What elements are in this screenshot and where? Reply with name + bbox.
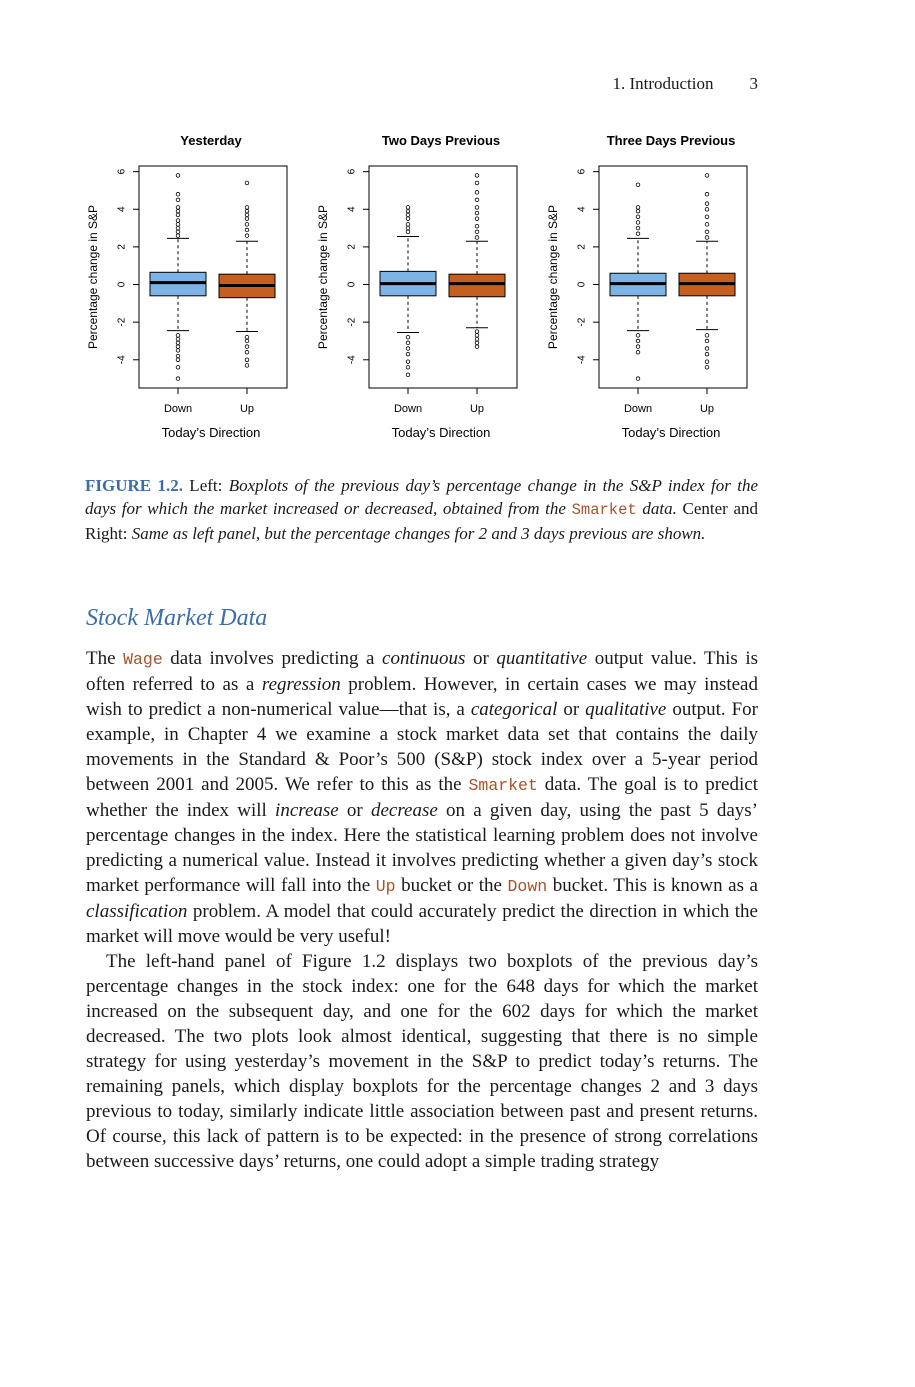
outlier-point xyxy=(406,213,410,217)
paragraph: The left-hand panel of Figure 1.2 displays two boxplots of the previous day’s percentage changes in the stock index: one for the 648 days for which the market increased on the subsequent day, and one for the 602 days for which the market decreased. The two plots look almost identical, suggesting that there is no simple strategy for using yesterday’s movement in the S&P to predict today’s returns. The remaining panels, which display boxplots for the percentage changes 2 and 3 days previous to today, similarly indicate little association between past and present returns. Of course, this lack of pattern is to be expected: in the presence of strong correlations between successive days’ returns, one could adopt a simple trading strategy xyxy=(86,951,758,1172)
outlier-point xyxy=(475,211,479,215)
box-up xyxy=(449,274,505,297)
outlier-point xyxy=(636,206,640,210)
outlier-point xyxy=(636,226,640,230)
outlier-point xyxy=(176,226,180,230)
outlier-point xyxy=(705,223,709,227)
outlier-point xyxy=(406,373,410,377)
section-title: Stock Market Data xyxy=(86,605,268,631)
outlier-point xyxy=(705,174,709,178)
x-tick-label: Down xyxy=(393,403,423,415)
figure-1-2 xyxy=(82,126,772,456)
outlier-point xyxy=(176,354,180,358)
outlier-point xyxy=(176,198,180,202)
outlier-point xyxy=(245,358,249,362)
outlier-point xyxy=(176,230,180,234)
panel-title: Two Days Previous xyxy=(381,133,501,148)
outlier-point xyxy=(176,341,180,345)
outlier-point xyxy=(245,206,249,210)
y-tick-label: -4 xyxy=(576,355,588,365)
outlier-point xyxy=(176,377,180,381)
y-tick-label: -4 xyxy=(346,355,358,365)
code-wage: Wage xyxy=(123,650,163,669)
outlier-point xyxy=(176,349,180,353)
outlier-point xyxy=(705,236,709,240)
outlier-point xyxy=(705,366,709,370)
outlier-point xyxy=(176,234,180,238)
y-tick-label: 4 xyxy=(346,206,358,213)
y-tick-label: 0 xyxy=(576,281,588,288)
x-axis-label: Today’s Direction xyxy=(621,425,721,440)
outlier-point xyxy=(475,206,479,210)
outlier-point xyxy=(406,206,410,210)
outlier-point xyxy=(245,350,249,354)
y-tick-label: 4 xyxy=(116,206,128,213)
outlier-point xyxy=(176,337,180,341)
outlier-point xyxy=(475,191,479,195)
outlier-point xyxy=(176,192,180,196)
outlier-point xyxy=(636,209,640,213)
y-tick-label: 2 xyxy=(116,244,128,250)
y-axis-label: Percentage change in S&P xyxy=(86,204,101,350)
x-tick-label: Up xyxy=(469,403,485,415)
outlier-point xyxy=(705,352,709,356)
outlier-point xyxy=(406,217,410,221)
outlier-point xyxy=(245,223,249,227)
outlier-point xyxy=(636,232,640,236)
x-axis-label: Today’s Direction xyxy=(391,425,491,440)
y-tick-label: -4 xyxy=(116,355,128,365)
outlier-point xyxy=(475,224,479,228)
outlier-point xyxy=(406,226,410,230)
outlier-point xyxy=(176,209,180,213)
outlier-point xyxy=(245,181,249,185)
outlier-point xyxy=(176,366,180,370)
paragraph: The Wage data involves predicting a continuous or quantitative output value. This is often referred to as a regression problem. However, in certain cases we may instead wish to predict a non-numerical value—that is, a categorical or qualitative output. For example, in Chapter 4 we examine a stock market data set that contains the daily movements in the Standard & Poor’s 500 (S&P) stock index over a 5-year period between 2001 and 2005. We refer to this as the Smarket data. The goal is to predict whether the index will increase or decrease on a given day, using the past 5 days’ percentage changes in the index. Here the statistical learning problem does not involve predicting a numerical value. Instead it involves predicting whether a given day’s stock market performance will fall into the Up bucket or the Down bucket. This is known as a classification problem. A model that could accurately predict the direction in which the market will move would be very useful! xyxy=(86,648,758,947)
body-text xyxy=(86,646,758,1174)
outlier-point xyxy=(636,339,640,343)
outlier-point xyxy=(475,217,479,221)
outlier-point xyxy=(636,377,640,381)
x-tick-label: Up xyxy=(239,403,255,415)
x-tick-label: Down xyxy=(623,403,653,415)
outlier-point xyxy=(475,230,479,234)
x-tick-label: Up xyxy=(699,403,715,415)
outlier-point xyxy=(245,345,249,349)
outlier-point xyxy=(475,345,479,349)
panel-title: Yesterday xyxy=(180,133,242,148)
caption-text: Left: xyxy=(182,476,229,495)
y-tick-label: 4 xyxy=(576,206,588,213)
caption-text: Center and Right: xyxy=(85,499,759,543)
outlier-point xyxy=(406,230,410,234)
y-tick-label: -2 xyxy=(576,317,588,327)
outlier-point xyxy=(245,217,249,221)
outlier-point xyxy=(176,223,180,227)
outlier-point xyxy=(636,350,640,354)
caption-text: Same as left panel, but the percentage changes for 2 and 3 days previous are shown. xyxy=(131,524,706,543)
outlier-point xyxy=(475,337,479,341)
y-axis-label: Percentage change in S&P xyxy=(316,204,331,350)
outlier-point xyxy=(705,215,709,219)
outlier-point xyxy=(245,335,249,339)
section-name: 1. Introduction xyxy=(612,74,714,93)
outlier-point xyxy=(705,230,709,234)
outlier-point xyxy=(705,360,709,364)
y-tick-label: 6 xyxy=(346,168,358,175)
outlier-point xyxy=(176,174,180,178)
outlier-point xyxy=(245,364,249,368)
code-up: Up xyxy=(375,877,396,896)
boxplot-figure xyxy=(82,126,772,456)
outlier-point xyxy=(705,192,709,196)
code-smarket: Smarket xyxy=(571,501,637,519)
outlier-point xyxy=(475,174,479,178)
outlier-point xyxy=(245,339,249,343)
figure-caption xyxy=(85,474,758,545)
page-number: 3 xyxy=(749,74,758,93)
caption-text: Boxplots of the previous day’s percentage change in the S&P index for the days for which the market increased or decreased, obtained from the xyxy=(85,476,758,518)
outlier-point xyxy=(475,334,479,338)
outlier-point xyxy=(245,228,249,232)
outlier-point xyxy=(636,334,640,338)
y-tick-label: 0 xyxy=(116,281,128,288)
outlier-point xyxy=(406,335,410,339)
y-tick-label: -2 xyxy=(346,317,358,327)
y-tick-label: 2 xyxy=(576,244,588,250)
outlier-point xyxy=(705,347,709,351)
outlier-point xyxy=(705,339,709,343)
outlier-point xyxy=(475,198,479,202)
y-tick-label: 6 xyxy=(576,168,588,175)
code-smarket: Smarket xyxy=(468,776,538,795)
outlier-point xyxy=(176,213,180,217)
outlier-point xyxy=(475,181,479,185)
outlier-point xyxy=(406,223,410,227)
outlier-point xyxy=(176,219,180,223)
outlier-point xyxy=(176,358,180,362)
y-tick-label: 0 xyxy=(346,281,358,288)
y-tick-label: -2 xyxy=(116,317,128,327)
outlier-point xyxy=(475,330,479,334)
outlier-point xyxy=(406,366,410,370)
outlier-point xyxy=(636,221,640,225)
panel-title: Three Days Previous xyxy=(606,133,736,148)
x-axis-label: Today’s Direction xyxy=(161,425,261,440)
code-down: Down xyxy=(507,877,548,896)
outlier-point xyxy=(475,236,479,240)
y-tick-label: 6 xyxy=(116,168,128,175)
outlier-point xyxy=(705,207,709,211)
outlier-point xyxy=(406,347,410,351)
y-axis-label: Percentage change in S&P xyxy=(546,204,561,350)
outlier-point xyxy=(245,209,249,213)
outlier-point xyxy=(406,352,410,356)
outlier-point xyxy=(406,341,410,345)
x-tick-label: Down xyxy=(163,403,193,415)
outlier-point xyxy=(406,360,410,364)
outlier-point xyxy=(176,334,180,338)
y-tick-label: 2 xyxy=(346,244,358,250)
outlier-point xyxy=(406,209,410,213)
outlier-point xyxy=(245,213,249,217)
outlier-point xyxy=(636,345,640,349)
outlier-point xyxy=(475,341,479,345)
outlier-point xyxy=(636,215,640,219)
caption-label: FIGURE 1.2. xyxy=(85,476,183,495)
outlier-point xyxy=(705,334,709,338)
outlier-point xyxy=(705,202,709,206)
running-header xyxy=(612,74,758,94)
caption-text: data. xyxy=(636,499,677,518)
outlier-point xyxy=(176,206,180,210)
outlier-point xyxy=(636,183,640,187)
outlier-point xyxy=(176,345,180,349)
outlier-point xyxy=(245,234,249,238)
